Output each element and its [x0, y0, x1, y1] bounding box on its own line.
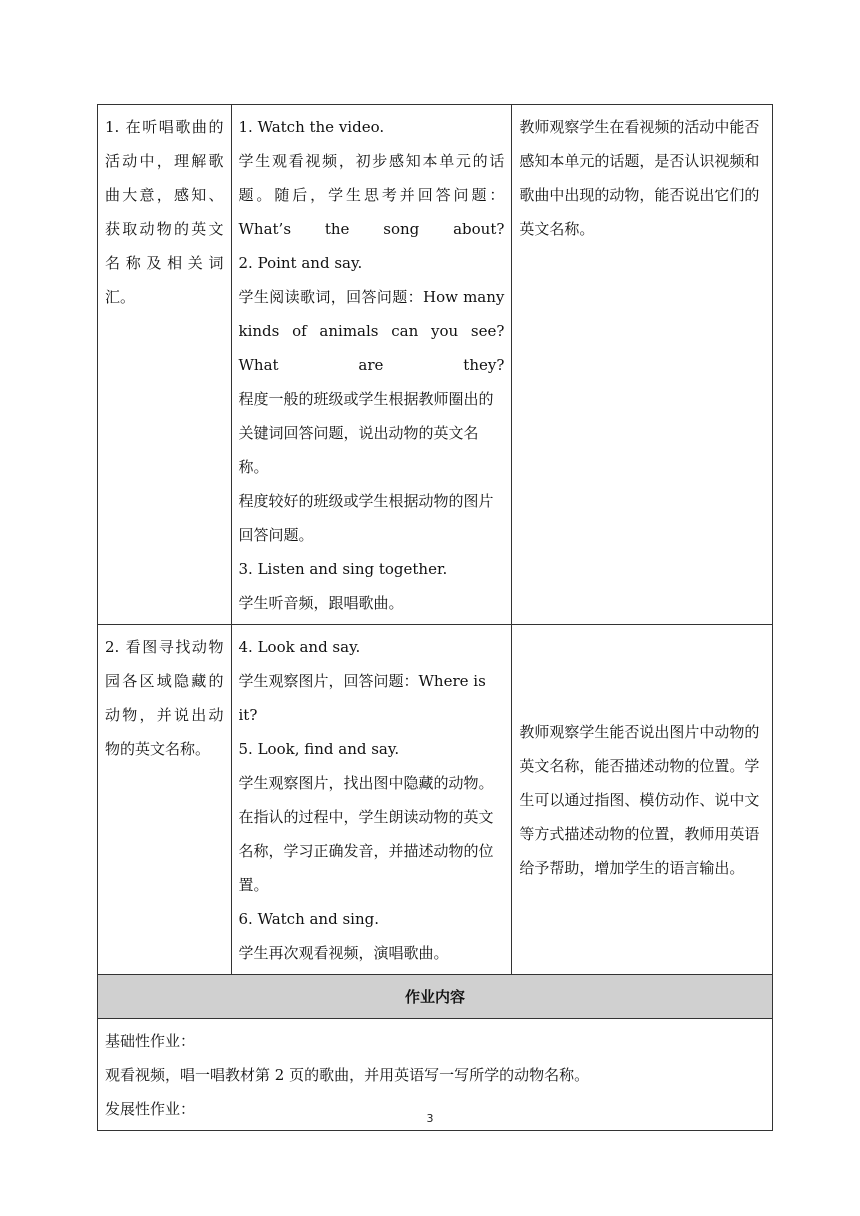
activity-description: 学生观察图片，找出图中隐藏的动物。在指认的过程中，学生朗读动物的英文名称，学习正确发音，并描述动物的位置。 [238, 774, 494, 894]
activity-step: 1. Watch the video. [238, 118, 385, 136]
activity-step: 4. Look and say. [238, 638, 361, 656]
activity-step: 2. Point and say. [238, 254, 363, 272]
activity-description: 学生阅读歌词，回答问题：How many kinds of animals can you see? What are they? [238, 288, 505, 374]
objective-cell: 2. 看图寻找动物园各区域隐藏的动物，并说出动物的英文名称。 [98, 625, 232, 975]
basic-homework-text: 观看视频，唱一唱教材第 2 页的歌曲，并用英语写一写所学的动物名称。 [105, 1066, 590, 1084]
page-number: 3 [426, 1112, 434, 1125]
activity-cell [231, 625, 512, 975]
activity-step: 5. Look, find and say. [238, 740, 400, 758]
activity-description: 学生观看视频，初步感知本单元的话题。随后，学生思考并回答问题：What’s the song about? [238, 152, 505, 238]
lesson-plan-table [97, 104, 773, 1131]
homework-header-row [98, 975, 773, 1019]
objective-cell: 1. 在听唱歌曲的活动中，理解歌曲大意，感知、获取动物的英文名称及相关词汇。 [98, 105, 232, 625]
assessment-cell: 教师观察学生能否说出图片中动物的英文名称，能否描述动物的位置。学生可以通过指图、模仿动作、说中文等方式描述动物的位置，教师用英语给予帮助，增加学生的语言输出。 [512, 625, 773, 975]
table-row [98, 105, 773, 625]
homework-header: 作业内容 [98, 975, 773, 1019]
activity-step: 6. Watch and sing. [238, 910, 379, 928]
activity-step: 3. Listen and sing together. [238, 560, 448, 578]
activity-description: 学生观察图片，回答问题：Where is it? [238, 672, 486, 724]
activity-description: 学生听音频，跟唱歌曲。 [238, 594, 404, 612]
activity-cell [231, 105, 512, 625]
basic-homework-label: 基础性作业： [105, 1032, 196, 1050]
extended-homework-label: 发展性作业： [105, 1100, 196, 1118]
activity-description: 学生再次观看视频，演唱歌曲。 [238, 944, 449, 962]
activity-description: 程度较好的班级或学生根据动物的图片回答问题。 [238, 492, 494, 544]
activity-description: 程度一般的班级或学生根据教师圈出的关键词回答问题，说出动物的英文名称。 [238, 390, 494, 476]
table-row [98, 625, 773, 975]
assessment-cell: 教师观察学生在看视频的活动中能否感知本单元的话题，是否认识视频和歌曲中出现的动物，能否说出它们的英文名称。 [512, 105, 773, 625]
